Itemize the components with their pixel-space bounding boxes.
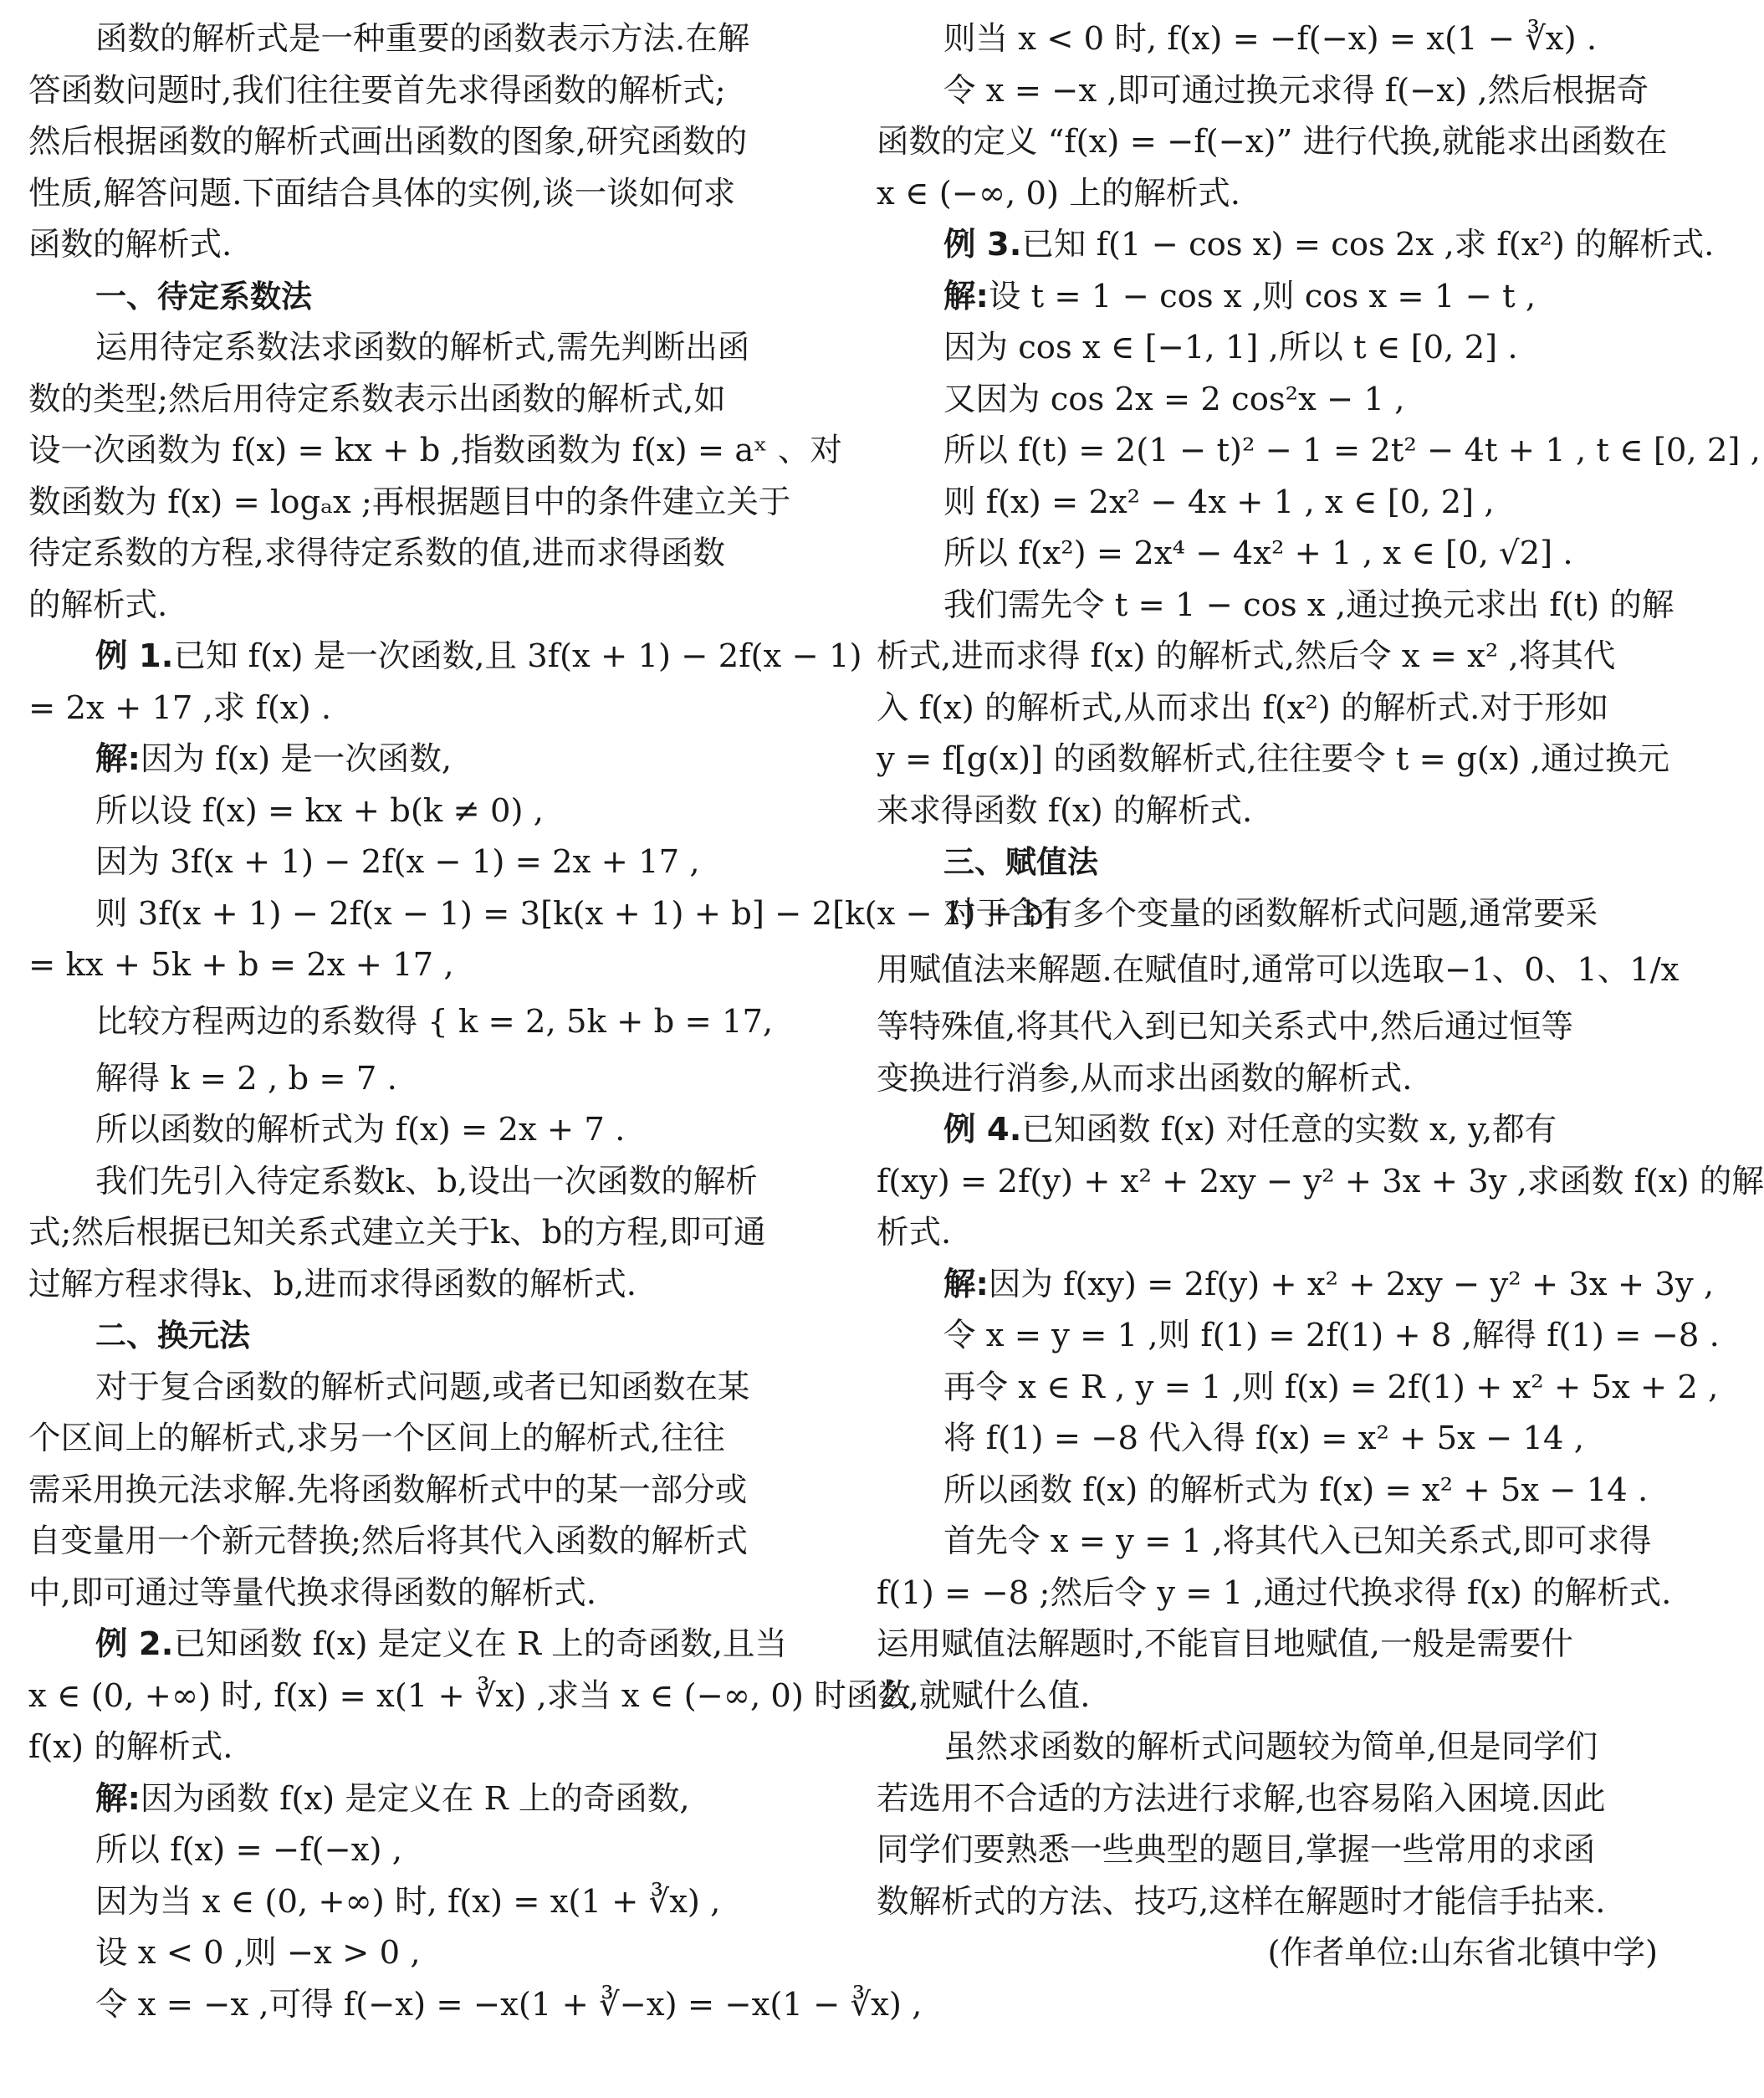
text-line	[28, 65, 815, 117]
text-line	[877, 1671, 1663, 1722]
example-label: 例 3.	[943, 226, 1022, 264]
line-text: 已知 f(1 − cos x) = cos 2x ,求 f(x²) 的解析式.	[1021, 226, 1715, 264]
line-text: 的解析式.	[28, 586, 168, 624]
line-text: 同学们要熟悉一些典型的题目,掌握一些常用的求函	[877, 1831, 1596, 1869]
text-line	[28, 425, 842, 477]
text-line	[877, 939, 1680, 1001]
line-text: f(x) 的解析式.	[28, 1728, 233, 1766]
line-text: 令 x = −x ,即可通过换元求得 f(−x) ,然后根据奇	[943, 71, 1649, 110]
line-text: 我们需先令 t = 1 − cos x ,通过换元求出 f(t) 的解	[943, 586, 1675, 624]
text-line	[877, 1207, 1663, 1259]
line-text: 待定系数的方程,求得待定系数的值,进而求得函数	[28, 535, 725, 572]
line-text: 则当 x < 0 时, f(x) = −f(−x) = x(1 − ∛x) .	[943, 20, 1598, 58]
line-text: 对于复合函数的解析式问题,或者已知函数在某	[95, 1368, 750, 1406]
line-text: 函数的解析式.	[28, 226, 233, 264]
text-line	[877, 13, 1663, 65]
text-line	[877, 116, 1668, 168]
text-line	[28, 219, 815, 271]
line-text: 运用待定系数法求函数的解析式,需先判断出函	[95, 329, 750, 366]
text-line	[28, 991, 815, 1053]
text-line	[28, 580, 815, 632]
line-text: 一、待定系数法	[95, 278, 312, 315]
text-line	[28, 785, 815, 837]
text-line	[877, 1001, 1663, 1053]
text-line	[877, 734, 1669, 785]
author-affiliation	[877, 1927, 1663, 1979]
example-label: 解:	[943, 1265, 989, 1303]
text-line	[877, 477, 1663, 529]
line-text: 因为函数 f(x) 是定义在 R 上的奇函数,	[140, 1779, 690, 1818]
line-text: 中,即可通过等量代换求得函数的解析式.	[28, 1574, 596, 1612]
example-line	[28, 1773, 815, 1825]
line-text: 等特殊值,将其代入到已知关系式中,然后通过恒等	[877, 1008, 1573, 1046]
line-text: 已知函数 f(x) 是定义在 R 上的奇函数,且当	[173, 1625, 788, 1663]
text-line	[877, 1362, 1719, 1414]
text-line	[877, 1156, 1764, 1208]
line-text: = kx + 5k + b = 2x + 17 ,	[28, 946, 454, 984]
section-heading	[28, 1310, 815, 1362]
line-text: 因为当 x ∈ (0, +∞) 时, f(x) = x(1 + ∛x) ,	[95, 1882, 721, 1921]
line-text: f(xy) = 2f(y) + x² + 2xy − y² + 3x + 3y ,求函数 f(x) 的解	[877, 1162, 1764, 1200]
text-line	[28, 683, 815, 734]
example-line	[877, 1104, 1663, 1156]
text-line	[877, 1568, 1672, 1620]
line-text: 虽然求函数的解析式问题较为简单,但是同学们	[943, 1728, 1598, 1766]
line-text: 自变量用一个新元替换;然后将其代入函数的解析式	[28, 1522, 748, 1560]
text-line	[877, 322, 1663, 374]
text-line	[877, 425, 1761, 477]
text-line	[28, 13, 815, 65]
text-line	[877, 65, 1663, 117]
text-line	[877, 1516, 1663, 1568]
line-text: 则 f(x) = 2x² − 4x + 1 , x ∈ [0, 2] ,	[943, 483, 1495, 521]
text-line	[877, 1310, 1720, 1362]
text-line	[28, 1465, 815, 1517]
text-line	[28, 1927, 815, 1979]
line-text: 所以设 f(x) = kx + b(k ≠ 0) ,	[95, 791, 544, 830]
line-text: y = f[g(x)] 的函数解析式,往往要令 t = g(x) ,通过换元	[877, 740, 1669, 778]
line-text: 需采用换元法求解.先将函数解析式中的某一部分或	[28, 1471, 748, 1509]
line-text: 又因为 cos 2x = 2 cos²x − 1 ,	[943, 380, 1405, 418]
line-text: 已知函数 f(x) 对任意的实数 x, y,都有	[1021, 1111, 1557, 1149]
line-text: 运用赋值法解题时,不能盲目地赋值,一般是需要什	[877, 1625, 1573, 1663]
line-text: 函数的定义 “f(x) = −f(−x)” 进行代换,就能求出函数在	[877, 123, 1668, 161]
example-label: 解:	[95, 740, 141, 778]
line-text: 令 x = y = 1 ,则 f(1) = 2f(1) + 8 ,解得 f(1) = −8 .	[943, 1317, 1720, 1354]
line-text: 令 x = −x ,可得 f(−x) = −x(1 + ∛−x) = −x(1 − ∛x) ,	[95, 1985, 923, 2024]
section-heading	[28, 271, 815, 323]
line-text: 所以 f(t) = 2(1 − t)² − 1 = 2t² − 4t + 1 , t ∈ [0, 2] ,	[943, 432, 1761, 469]
example-line	[877, 271, 1663, 323]
text-line	[28, 116, 815, 168]
text-line	[877, 785, 1663, 837]
text-line	[877, 1876, 1663, 1928]
line-text: 将 f(1) = −8 代入得 f(x) = x² + 5x − 14 ,	[943, 1420, 1585, 1457]
text-line	[877, 374, 1663, 426]
line-text: 设一次函数为 f(x) = kx + b ,指数函数为 f(x) = aˣ 、对	[28, 432, 842, 469]
line-text: 比较方程两边的系数得 { k = 2, 5k + b = 17,	[95, 1002, 774, 1041]
line-text: x ∈ (−∞, 0) 上的解析式.	[877, 174, 1241, 212]
line-text: 因为 f(xy) = 2f(y) + x² + 2xy − y² + 3x + 3y ,	[988, 1265, 1715, 1303]
text-line	[28, 1104, 815, 1156]
text-line	[877, 528, 1663, 580]
line-text: 用赋值法来解题.在赋值时,通常可以选取−1、0、1、1/x	[877, 951, 1680, 989]
text-line	[877, 1824, 1663, 1876]
line-text: 所以 f(x) = −f(−x) ,	[95, 1831, 402, 1869]
example-line	[28, 631, 862, 683]
text-line	[877, 580, 1675, 632]
line-text: 对于含有多个变量的函数解析式问题,通常要采	[943, 894, 1598, 933]
text-line	[28, 1053, 815, 1105]
line-text: 数函数为 f(x) = logₐx ;再根据题目中的条件建立关于	[28, 483, 791, 521]
example-label: 解:	[95, 1779, 141, 1818]
right-column	[845, 8, 1764, 2049]
line-text: 答函数问题时,我们往往要首先求得函数的解析式;	[28, 71, 726, 110]
line-text: 么,就赋什么值.	[877, 1676, 1091, 1715]
example-line	[877, 1259, 1715, 1311]
text-line	[877, 168, 1663, 220]
line-text: 式;然后根据已知关系式建立关于k、b的方程,即可通	[28, 1214, 766, 1251]
text-line	[28, 168, 815, 220]
line-text: 则 3f(x + 1) − 2f(x − 1) = 3[k(x + 1) + b] − 2[k(x − 1) + b]	[95, 894, 1056, 933]
text-line	[877, 1413, 1663, 1465]
text-line	[28, 1876, 815, 1928]
text-line	[877, 1722, 1663, 1773]
line-text: 析式,进而求得 f(x) 的解析式,然后令 x = x² ,将其代	[877, 637, 1616, 675]
line-text: 析式.	[877, 1214, 952, 1251]
text-line	[28, 837, 815, 888]
example-line	[28, 1619, 815, 1671]
line-text: 因为 cos x ∈ [−1, 1] ,所以 t ∈ [0, 2] .	[943, 329, 1518, 366]
line-text: 然后根据函数的解析式画出函数的图象,研究函数的	[28, 123, 748, 161]
line-text: 变换进行消参,从而求出函数的解析式.	[877, 1059, 1413, 1098]
text-line	[28, 1362, 815, 1414]
example-label: 解:	[943, 277, 989, 315]
text-line	[28, 1156, 815, 1208]
text-line	[28, 888, 1056, 940]
line-text: 数的类型;然后用待定系数表示出函数的解析式,如	[28, 380, 726, 418]
text-line	[28, 322, 815, 374]
text-line	[877, 683, 1663, 734]
line-text: 三、赋值法	[943, 844, 1098, 880]
text-line	[28, 1413, 815, 1465]
example-line	[877, 219, 1715, 271]
line-text: 设 x < 0 ,则 −x > 0 ,	[95, 1934, 421, 1972]
line-text: 所以函数 f(x) 的解析式为 f(x) = x² + 5x − 14 .	[943, 1471, 1649, 1509]
text-line	[28, 477, 815, 529]
line-text: 过解方程求得k、b,进而求得函数的解析式.	[28, 1265, 637, 1303]
line-text: 再令 x ∈ R , y = 1 ,则 f(x) = 2f(1) + x² + 5x + 2 ,	[943, 1368, 1719, 1406]
text-line	[28, 374, 815, 426]
line-text: 已知 f(x) 是一次函数,且 3f(x + 1) − 2f(x − 1)	[173, 637, 862, 675]
line-text: 数解析式的方法、技巧,这样在解题时才能信手拈来.	[877, 1882, 1606, 1921]
line-text: 函数的解析式是一种重要的函数表示方法.在解	[95, 20, 750, 58]
line-text: 首先令 x = y = 1 ,将其代入已知关系式,即可求得	[943, 1522, 1652, 1560]
line-text: 若选用不合适的方法进行求解,也容易陷入困境.因此	[877, 1779, 1606, 1818]
text-line	[28, 1259, 815, 1311]
text-line	[28, 1979, 923, 2031]
line-text: f(1) = −8 ;然后令 y = 1 ,通过代换求得 f(x) 的解析式.	[877, 1574, 1672, 1612]
text-line	[28, 528, 815, 580]
text-line	[877, 1619, 1663, 1671]
text-line	[877, 1053, 1663, 1105]
line-text: 因为 3f(x + 1) − 2f(x − 1) = 2x + 17 ,	[95, 843, 700, 881]
example-label: 例 2.	[95, 1625, 174, 1663]
line-text: 来求得函数 f(x) 的解析式.	[877, 791, 1253, 830]
line-text: 二、换元法	[95, 1318, 250, 1353]
text-line	[877, 1465, 1663, 1517]
line-text: 我们先引入待定系数k、b,设出一次函数的解析	[95, 1162, 758, 1200]
text-line	[877, 888, 1663, 940]
text-line	[28, 1207, 815, 1259]
line-text: 解得 k = 2 , b = 7 .	[95, 1059, 397, 1098]
text-line	[28, 1516, 815, 1568]
text-line	[28, 1722, 815, 1773]
line-text: 入 f(x) 的解析式,从而求出 f(x²) 的解析式.对于形如	[877, 688, 1609, 727]
line-text: 所以函数的解析式为 f(x) = 2x + 7 .	[95, 1111, 626, 1149]
section-heading	[877, 837, 1663, 888]
line-text: (作者单位:山东省北镇中学)	[1267, 1934, 1658, 1972]
example-line	[28, 734, 815, 785]
text-line	[28, 1568, 815, 1620]
line-text: = 2x + 17 ,求 f(x) .	[28, 688, 332, 727]
line-text: 所以 f(x²) = 2x⁴ − 4x² + 1 , x ∈ [0, √2] .	[943, 535, 1573, 572]
text-line	[28, 939, 815, 991]
example-label: 例 1.	[95, 637, 174, 675]
example-label: 例 4.	[943, 1111, 1022, 1149]
line-text: 性质,解答问题.下面结合具体的实例,谈一谈如何求	[28, 174, 736, 212]
line-text: 设 t = 1 − cos x ,则 cos x = 1 − t ,	[988, 277, 1536, 315]
line-text: 个区间上的解析式,求另一个区间上的解析式,往往	[28, 1420, 725, 1457]
text-line	[877, 631, 1663, 683]
line-text: x ∈ (0, +∞) 时, f(x) = x(1 + ∛x) ,求当 x ∈ (−∞, 0) 时函数	[28, 1676, 911, 1715]
text-line	[877, 1773, 1663, 1825]
text-line	[28, 1671, 911, 1722]
article-page	[28, 8, 1764, 2049]
text-line	[28, 1824, 815, 1876]
line-text: 因为 f(x) 是一次函数,	[140, 740, 453, 778]
